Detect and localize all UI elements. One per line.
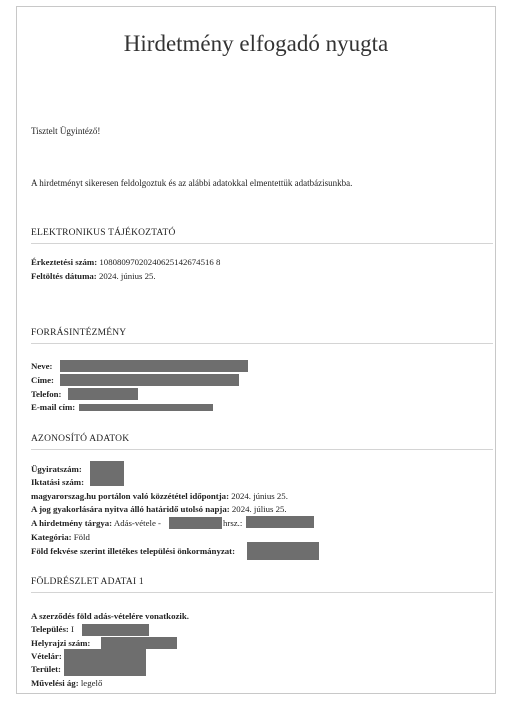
arrival-number-label: Érkeztetési szám: <box>31 257 98 267</box>
redacted-name <box>60 360 248 372</box>
redacted-lot-number <box>101 637 177 649</box>
redacted-case-number <box>90 461 124 486</box>
redacted-address <box>60 374 239 386</box>
deadline-label: A jog gyakorlására nyitva álló határidő utolsó napja: <box>31 504 230 514</box>
municipality-label: Föld fekvése szerint illetékes települési önkormányzat: <box>31 546 236 556</box>
redacted-email <box>79 404 213 411</box>
publish-date-label: magyarorszag.hu portálon való közzététel időpontja: <box>31 491 229 501</box>
source-name-label: Neve: <box>31 361 53 371</box>
redacted-price-area <box>64 649 146 676</box>
section-parcel-title: FÖLDRÉSZLET ADATAI 1 <box>31 577 493 593</box>
cultivation-label: Művelési ág: <box>31 678 79 688</box>
filing-number-label: Iktatási szám: <box>31 477 85 487</box>
receipt-page <box>16 6 496 694</box>
filing-number-field <box>31 477 84 487</box>
section-source-title: FORRÁSINTÉZMÉNY <box>31 328 493 344</box>
deadline-field <box>31 504 287 514</box>
category-field <box>31 532 90 542</box>
area-label: Terület: <box>31 664 61 674</box>
publish-date-field <box>31 491 288 501</box>
subject-value: Adás-vétele - <box>113 518 161 528</box>
settlement-label: Település: <box>31 624 69 634</box>
subject-field <box>31 518 161 528</box>
cultivation-value: legelő <box>80 678 103 688</box>
document-title: Hirdetmény elfogadó nyugta <box>123 31 389 56</box>
settlement-field <box>31 624 74 634</box>
arrival-number-value: 10808097020240625142674516 8 <box>99 257 221 267</box>
section-identifiers-title: AZONOSÍTÓ ADATOK <box>31 434 493 450</box>
subject-hrsz-field <box>223 518 242 528</box>
redacted-hrsz <box>246 516 314 528</box>
category-value: Föld <box>73 532 90 542</box>
municipality-field <box>31 546 235 556</box>
price-label: Vételár: <box>31 651 62 661</box>
section-electronic-title: ELEKTRONIKUS TÁJÉKOZTATÓ <box>31 228 493 244</box>
redacted-phone <box>68 388 138 400</box>
source-address-label: Címe: <box>31 375 54 385</box>
source-email-field <box>31 402 75 412</box>
contract-note <box>31 611 189 621</box>
lot-number-field <box>31 638 90 648</box>
redacted-settlement <box>82 624 149 636</box>
contract-note-text: A szerződés föld adás-vételére vonatkozik. <box>31 611 189 621</box>
redacted-subject <box>169 517 222 529</box>
source-address-field <box>31 375 54 385</box>
greeting-text: Tisztelt Ügyintéző! <box>31 126 101 136</box>
arrival-number-field <box>31 257 220 267</box>
price-field <box>31 651 62 661</box>
source-email-label: E-mail cím: <box>31 402 76 412</box>
source-name-field <box>31 361 53 371</box>
settlement-value: I <box>71 624 74 634</box>
source-phone-label: Telefon: <box>31 389 62 399</box>
area-field <box>31 664 61 674</box>
publish-date-value: 2024. június 25. <box>231 491 288 501</box>
category-label: Kategória: <box>31 532 72 542</box>
case-number-label: Ügyiratszám: <box>31 464 82 474</box>
deadline-value: 2024. július 25. <box>231 504 287 514</box>
upload-date-field <box>31 271 156 281</box>
cultivation-field <box>31 678 102 688</box>
upload-date-value: 2024. június 25. <box>98 271 156 281</box>
subject-label: A hirdetmény tárgya: <box>31 518 113 528</box>
redacted-municipality <box>247 542 319 560</box>
lot-number-label: Helyrajzi szám: <box>31 638 91 648</box>
source-phone-field <box>31 389 61 399</box>
subject-hrsz-label: hrsz.: <box>223 518 243 528</box>
case-number-field <box>31 464 82 474</box>
upload-date-label: Feltöltés dátuma: <box>31 271 97 281</box>
intro-text: A hirdetményt sikeresen feldolgoztuk és az alábbi adatokkal elmentettük adatbázisunkba. <box>31 178 353 188</box>
